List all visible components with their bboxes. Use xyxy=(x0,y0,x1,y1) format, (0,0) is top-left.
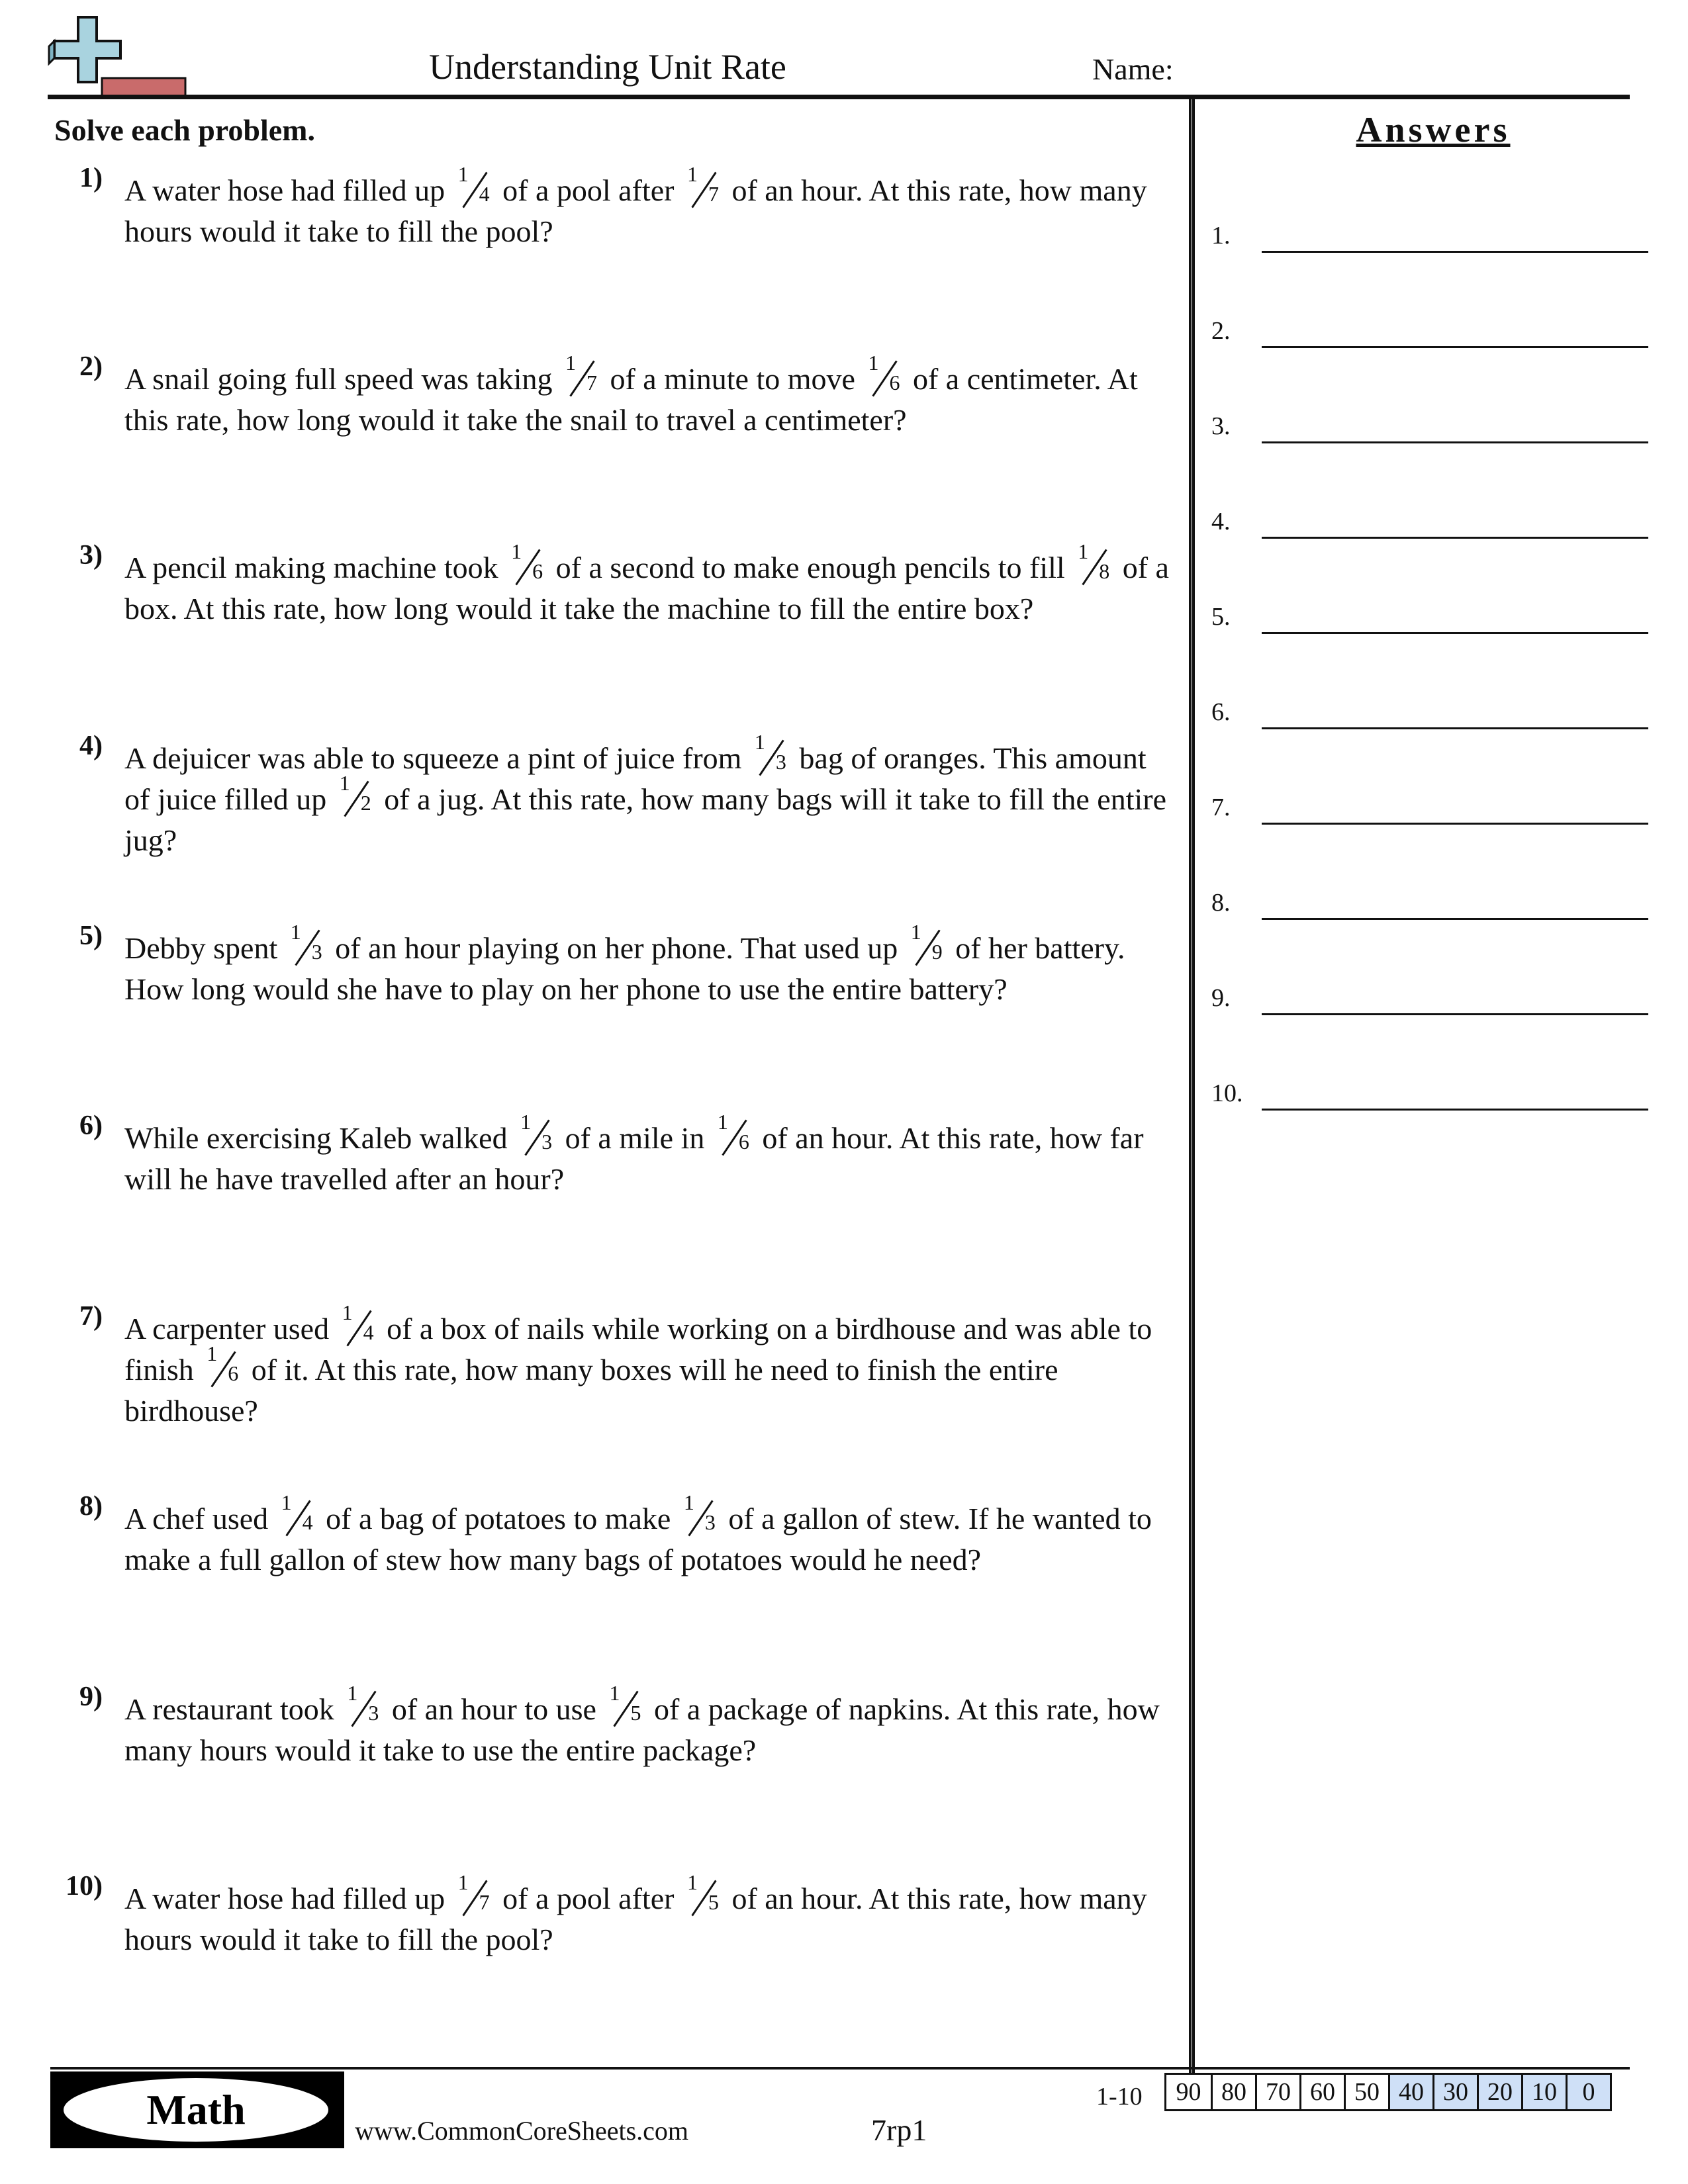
problem-number: 9) xyxy=(79,1682,103,1712)
fraction xyxy=(1076,539,1111,583)
answer-row[interactable] xyxy=(1211,1071,1648,1111)
fraction-denominator: 6 xyxy=(228,1361,239,1385)
score-range-label: 1-10 xyxy=(1096,2083,1143,2111)
problem-text: Debby spent 1 3 of an hour playing on her phone. That used up 1 9 of her battery. How long would she have to play on her phone to use the entire battery? xyxy=(124,920,1125,1006)
answer-line[interactable] xyxy=(1262,918,1648,920)
fraction-denominator: 7 xyxy=(708,182,719,206)
answer-row[interactable] xyxy=(1211,213,1648,253)
fraction-numerator: 1 xyxy=(1078,539,1089,563)
website-url: www.CommonCoreSheets.com xyxy=(355,2116,689,2146)
problem-text: A snail going full speed was taking 1 7 of a minute to move 1 6 of a centimeter. At this rate, how long would it take the snail to travel a centimeter? xyxy=(124,351,1138,437)
fraction-denominator: 5 xyxy=(630,1701,641,1725)
fraction-numerator: 1 xyxy=(281,1490,292,1514)
fraction-denominator: 3 xyxy=(368,1701,379,1725)
fraction xyxy=(753,730,788,774)
fraction-denominator: 6 xyxy=(889,371,900,394)
problem-text: A pencil making machine took 1 6 of a second to make enough pencils to fill 1 8 of a box. At this rate, how long would it take the machine to fill the entire box? xyxy=(124,539,1169,625)
answer-label: 1. xyxy=(1211,222,1231,250)
fraction xyxy=(338,771,373,815)
fraction xyxy=(510,539,544,583)
fraction-numerator: 1 xyxy=(754,730,765,754)
problem-text: While exercising Kaleb walked 1 3 of a mile in 1 6 of an hour. At this rate, how far will he have travelled after an hour? xyxy=(124,1110,1144,1196)
fraction xyxy=(457,162,491,206)
answer-row[interactable] xyxy=(1211,690,1648,729)
math-plus-logo xyxy=(46,15,192,101)
score-cell: 0 xyxy=(1566,2075,1610,2109)
answer-line[interactable] xyxy=(1262,441,1648,443)
instructions: Solve each problem. xyxy=(54,113,315,147)
fraction-numerator: 1 xyxy=(868,351,879,375)
fraction xyxy=(289,920,324,964)
fraction-numerator: 1 xyxy=(511,539,522,563)
problem-text: A water hose had filled up 1 4 of a pool after 1 7 of an hour. At this rate, how many hours would it take to fill the pool? xyxy=(124,162,1147,248)
name-label: Name: xyxy=(1092,52,1174,86)
answer-row[interactable] xyxy=(1211,976,1648,1015)
standard-code: 7rp1 xyxy=(871,2113,927,2147)
answer-line[interactable] xyxy=(1262,251,1648,253)
fraction xyxy=(867,351,901,394)
answer-label: 6. xyxy=(1211,698,1231,726)
fraction-denominator: 3 xyxy=(775,750,786,774)
answers-title: Answers xyxy=(1356,110,1511,150)
fraction-numerator: 1 xyxy=(290,920,301,944)
score-cell: 50 xyxy=(1344,2075,1388,2109)
fraction xyxy=(682,1490,717,1534)
answer-line[interactable] xyxy=(1262,1109,1648,1111)
answer-row[interactable] xyxy=(1211,308,1648,348)
answer-label: 7. xyxy=(1211,794,1231,821)
answer-label: 9. xyxy=(1211,984,1231,1012)
footer-rule xyxy=(50,2067,1630,2070)
fraction xyxy=(608,1681,642,1725)
answer-line[interactable] xyxy=(1262,537,1648,539)
fraction-numerator: 1 xyxy=(686,1870,698,1894)
answer-row[interactable] xyxy=(1211,880,1648,920)
answer-label: 4. xyxy=(1211,508,1231,535)
answer-label: 5. xyxy=(1211,603,1231,631)
fraction-numerator: 1 xyxy=(520,1110,532,1134)
fraction-denominator: 5 xyxy=(708,1890,719,1914)
answer-label: 8. xyxy=(1211,889,1231,917)
fraction xyxy=(686,1870,720,1914)
answer-row[interactable] xyxy=(1211,785,1648,825)
fraction-numerator: 1 xyxy=(207,1342,218,1365)
fraction-numerator: 1 xyxy=(339,771,350,795)
problem-number: 10) xyxy=(66,1871,103,1901)
problem-number: 1) xyxy=(79,163,103,193)
answer-line[interactable] xyxy=(1262,346,1648,348)
fraction xyxy=(280,1490,314,1534)
problem-number: 4) xyxy=(79,731,103,761)
fraction xyxy=(341,1300,375,1344)
fraction-denominator: 6 xyxy=(532,559,543,583)
fraction xyxy=(205,1342,240,1385)
problem-number: 6) xyxy=(79,1111,103,1141)
fraction-denominator: 8 xyxy=(1099,559,1110,583)
score-cell: 40 xyxy=(1388,2075,1432,2109)
score-cell: 80 xyxy=(1211,2075,1255,2109)
answer-line[interactable] xyxy=(1262,632,1648,634)
fraction-numerator: 1 xyxy=(686,162,698,186)
answer-row[interactable] xyxy=(1211,404,1648,443)
fraction-numerator: 1 xyxy=(717,1110,728,1134)
fraction-denominator: 9 xyxy=(931,940,943,964)
fraction-numerator: 1 xyxy=(683,1490,694,1514)
score-cell: 30 xyxy=(1432,2075,1477,2109)
fraction-denominator: 4 xyxy=(302,1510,313,1534)
fraction-denominator: 2 xyxy=(360,791,371,815)
fraction-denominator: 6 xyxy=(738,1130,749,1154)
score-cell: 10 xyxy=(1521,2075,1566,2109)
score-table xyxy=(1164,2073,1612,2111)
fraction-denominator: 7 xyxy=(586,371,597,394)
fraction xyxy=(716,1110,751,1154)
fraction xyxy=(346,1681,380,1725)
fraction-numerator: 1 xyxy=(347,1681,358,1705)
fraction xyxy=(564,351,598,394)
fraction xyxy=(686,162,720,206)
fraction-denominator: 3 xyxy=(541,1130,553,1154)
fraction-numerator: 1 xyxy=(342,1300,353,1324)
fraction-numerator: 1 xyxy=(457,162,469,186)
answer-label: 2. xyxy=(1211,317,1231,345)
math-logo-text: Math xyxy=(64,2078,328,2142)
problem-text: A chef used 1 4 of a bag of potatoes to make 1 3 of a gallon of stew. If he wanted to make a full gallon of stew how many bags of potatoes would he need? xyxy=(124,1490,1152,1576)
score-cell: 20 xyxy=(1477,2075,1521,2109)
answer-line[interactable] xyxy=(1262,727,1648,729)
fraction xyxy=(457,1870,491,1914)
fraction xyxy=(910,920,944,964)
fraction-denominator: 4 xyxy=(479,182,490,206)
math-logo xyxy=(50,2071,344,2148)
fraction-denominator: 4 xyxy=(363,1320,374,1344)
score-cell: 90 xyxy=(1166,2075,1211,2109)
header-rule xyxy=(48,95,1630,99)
answer-line[interactable] xyxy=(1262,823,1648,825)
problem-text: A carpenter used 1 4 of a box of nails while working on a birdhouse and was able to finish 1 6 of it. At this rate, how many boxes will he need to finish the entire birdhouse? xyxy=(124,1300,1152,1428)
answer-row[interactable] xyxy=(1211,594,1648,634)
fraction-denominator: 3 xyxy=(704,1510,716,1534)
fraction-numerator: 1 xyxy=(609,1681,620,1705)
footer xyxy=(50,2065,1630,2151)
answer-label: 10. xyxy=(1211,1079,1243,1107)
answer-label: 3. xyxy=(1211,412,1231,440)
problem-number: 5) xyxy=(79,921,103,951)
worksheet-title: Understanding Unit Rate xyxy=(429,47,786,87)
problem-number: 3) xyxy=(79,540,103,570)
score-cell: 70 xyxy=(1255,2075,1299,2109)
answer-row[interactable] xyxy=(1211,499,1648,539)
problem-number: 7) xyxy=(79,1301,103,1332)
answer-line[interactable] xyxy=(1262,1013,1648,1015)
fraction-numerator: 1 xyxy=(565,351,576,375)
problem-text: A restaurant took 1 3 of an hour to use 1 5 of a package of napkins. At this rate, how many hours would it take to use the entire package? xyxy=(124,1681,1160,1767)
fraction-denominator: 3 xyxy=(311,940,322,964)
problem-number: 2) xyxy=(79,351,103,382)
fraction-denominator: 7 xyxy=(479,1890,490,1914)
fraction-numerator: 1 xyxy=(910,920,921,944)
problem-text: A dejuicer was able to squeeze a pint of juice from 1 3 bag of oranges. This amount of juice filled up 1 2 of a jug. At this rate, how many bags will it take to fill the entire jug? xyxy=(124,730,1166,857)
problem-number: 8) xyxy=(79,1491,103,1522)
fraction xyxy=(519,1110,553,1154)
score-cell: 60 xyxy=(1299,2075,1344,2109)
column-divider xyxy=(1189,99,1195,2085)
fraction-numerator: 1 xyxy=(457,1870,469,1894)
problem-text: A water hose had filled up 1 7 of a pool after 1 5 of an hour. At this rate, how many hours would it take to fill the pool? xyxy=(124,1870,1147,1956)
